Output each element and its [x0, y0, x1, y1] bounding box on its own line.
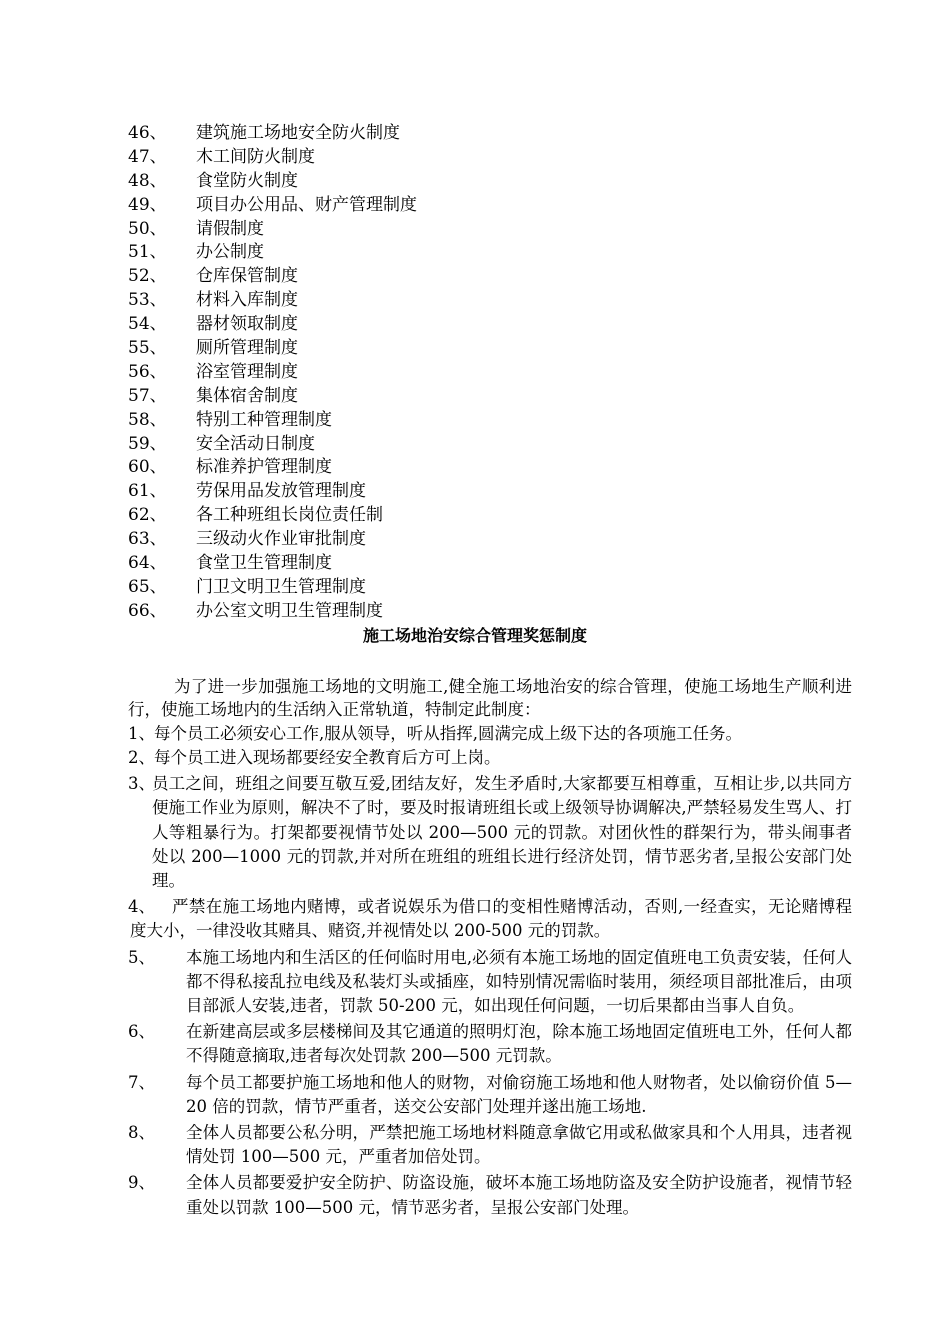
list-item-number: 53、 [128, 290, 167, 311]
list-item-number: 56、 [128, 361, 167, 382]
rule-number: 1、 [128, 723, 155, 743]
section-body [128, 675, 852, 1220]
list-item-number: 57、 [128, 385, 167, 406]
list-item-text: 厕所管理制度 [196, 338, 298, 359]
list-item-text: 劳保用品发放管理制度 [196, 481, 366, 502]
rule-text: 本施工场地内和生活区的任何临时用电,必须有本施工场地的固定值班电工负责安装，任何人都不得私接乱拉电线及私装灯头或插座，如特别情况需临时装用，须经项目部批准后，由项目部派人安装,违者，罚款 50-200 元，如出现任何问题，一切后果都由当事人自负。 [186, 947, 852, 1016]
list-item [128, 146, 688, 170]
list-item [128, 122, 688, 146]
list-item-number: 64、 [128, 553, 167, 574]
list-item-number: 66、 [128, 600, 167, 621]
rule-number: 7、 [128, 1072, 155, 1092]
list-item-number: 58、 [128, 409, 167, 430]
rule-text: 全体人员都要爱护安全防护、防盗设施，破坏本施工场地防盗及安全防护设施者，视情节轻重处以罚款 100—500 元，情节恶劣者，呈报公安部门处理。 [186, 1173, 852, 1217]
list-item-text: 门卫文明卫生管理制度 [196, 576, 366, 597]
rule-item [128, 895, 852, 943]
list-item [128, 600, 688, 624]
list-item-text: 标准养护管理制度 [196, 457, 332, 478]
list-item-number: 52、 [128, 266, 167, 287]
list-item-text: 集体宿舍制度 [196, 385, 298, 406]
list-item-text: 项目办公用品、财产管理制度 [196, 194, 417, 215]
list-item-text: 办公制度 [196, 242, 264, 263]
rule-text: 每个员工都要护施工场地和他人的财物，对偷窃施工场地和他人财物者，处以偷窃价值 5—20 倍的罚款，情节严重者，送交公安部门处理并遂出施工场地. [186, 1072, 852, 1116]
list-item-number: 55、 [128, 338, 167, 359]
list-item [128, 528, 688, 552]
list-item [128, 456, 688, 480]
rule-item [128, 746, 852, 770]
list-item-text: 浴室管理制度 [196, 361, 298, 382]
list-item [128, 337, 688, 361]
list-item [128, 194, 688, 218]
list-item-number: 49、 [128, 194, 167, 215]
rule-item [128, 722, 852, 746]
rule-text: 全体人员都要公私分明，严禁把施工场地材料随意拿做它用或私做家具和个人用具，违者视情处罚 100—500 元，严重者加倍处罚。 [186, 1123, 852, 1167]
list-item [128, 552, 688, 576]
list-item [128, 313, 688, 337]
rule-number: 4、 [128, 897, 155, 917]
rule-item [128, 1071, 852, 1119]
list-item [128, 504, 688, 528]
list-item-number: 46、 [128, 123, 167, 143]
rule-text: 员工之间，班组之间要互敬互爱,团结友好，发生矛盾时,大家都要互相尊重，互相让步,以共同方便施工作业为原则，解决不了时，要及时报请班组长或上级领导协调解决,严禁轻易发生骂人、打人等粗暴行为。打架都要视情节处以 200—500 元的罚款。对团伙性的群架行为，带头闹事者处以 200—1000 元的罚款,并对所在班组的班组长进行经济处罚，情节恶劣者,呈报公安部门处理。 [152, 774, 852, 891]
list-item-text: 各工种班组长岗位责任制 [196, 505, 383, 526]
rule-text: 每个员工进入现场都要经安全教育后方可上岗。 [154, 748, 501, 768]
list-item-text: 食堂卫生管理制度 [196, 553, 332, 574]
rule-item [128, 1171, 852, 1219]
list-item-number: 50、 [128, 218, 167, 239]
list-item [128, 218, 688, 242]
rule-number: 3、 [128, 774, 155, 794]
list-item-number: 51、 [128, 242, 167, 263]
list-item [128, 385, 688, 409]
rule-number: 6、 [128, 1022, 155, 1042]
list-item-text: 建筑施工场地安全防火制度 [196, 123, 400, 143]
list-item [128, 265, 688, 289]
list-item-number: 48、 [128, 170, 167, 191]
list-item-text: 三级动火作业审批制度 [196, 529, 366, 550]
list-item-number: 63、 [128, 529, 167, 550]
list-item-number: 60、 [128, 457, 167, 478]
rule-item [128, 1121, 852, 1169]
list-item-number: 61、 [128, 481, 167, 502]
list-item [128, 289, 688, 313]
list-item-text: 器材领取制度 [196, 314, 298, 335]
list-item-number: 47、 [128, 146, 167, 167]
rule-number: 2、 [128, 748, 155, 768]
rule-text: 严禁在施工场地内赌博，或者说娱乐为借口的变相性赌博活动，否则,一经查实，无论赌博程度大小，一律没收其赌具、赌资,并视情处以 200-500 元的罚款。 [130, 897, 852, 941]
list-item [128, 361, 688, 385]
list-item [128, 170, 688, 194]
rule-number: 9、 [128, 1173, 155, 1193]
list-item-text: 材料入库制度 [196, 290, 298, 311]
rule-text: 在新建高层或多层楼梯间及其它通道的照明灯泡，除本施工场地固定值班电工外，任何人都不得随意摘取,违者每次处罚款 200—500 元罚款。 [186, 1022, 852, 1066]
list-item-text: 仓库保管制度 [196, 266, 298, 287]
list-item-number: 59、 [128, 433, 167, 454]
list-item [128, 433, 688, 457]
list-item [128, 480, 688, 504]
regulation-list [128, 122, 688, 624]
list-item-number: 65、 [128, 576, 167, 597]
list-item-text: 办公室文明卫生管理制度 [196, 600, 383, 621]
list-item [128, 241, 688, 265]
rule-item [128, 946, 852, 1019]
list-item [128, 576, 688, 600]
list-item-number: 54、 [128, 314, 167, 335]
rule-number: 5、 [128, 947, 155, 967]
list-item-number: 62、 [128, 505, 167, 526]
section-title: 施工场地治安综合管理奖惩制度 [362, 626, 587, 645]
list-item-text: 请假制度 [196, 218, 264, 239]
rule-number: 8、 [128, 1123, 155, 1143]
list-item-text: 木工间防火制度 [196, 146, 315, 167]
list-item [128, 409, 688, 433]
rule-item [128, 1020, 852, 1068]
rule-item [128, 772, 852, 893]
intro-paragraph: 为了进一步加强施工场地的文明施工,健全施工场地治安的综合管理，使施工场地生产顺利进行，使施工场地内的生活纳入正常轨道，特制定此制度： [128, 677, 852, 720]
list-item-text: 食堂防火制度 [196, 170, 298, 191]
rule-text: 每个员工必须安心工作,服从领导，听从指挥,圆满完成上级下达的各项施工任务。 [154, 723, 742, 743]
list-item-text: 安全活动日制度 [196, 433, 315, 454]
list-item-text: 特别工种管理制度 [196, 409, 332, 430]
